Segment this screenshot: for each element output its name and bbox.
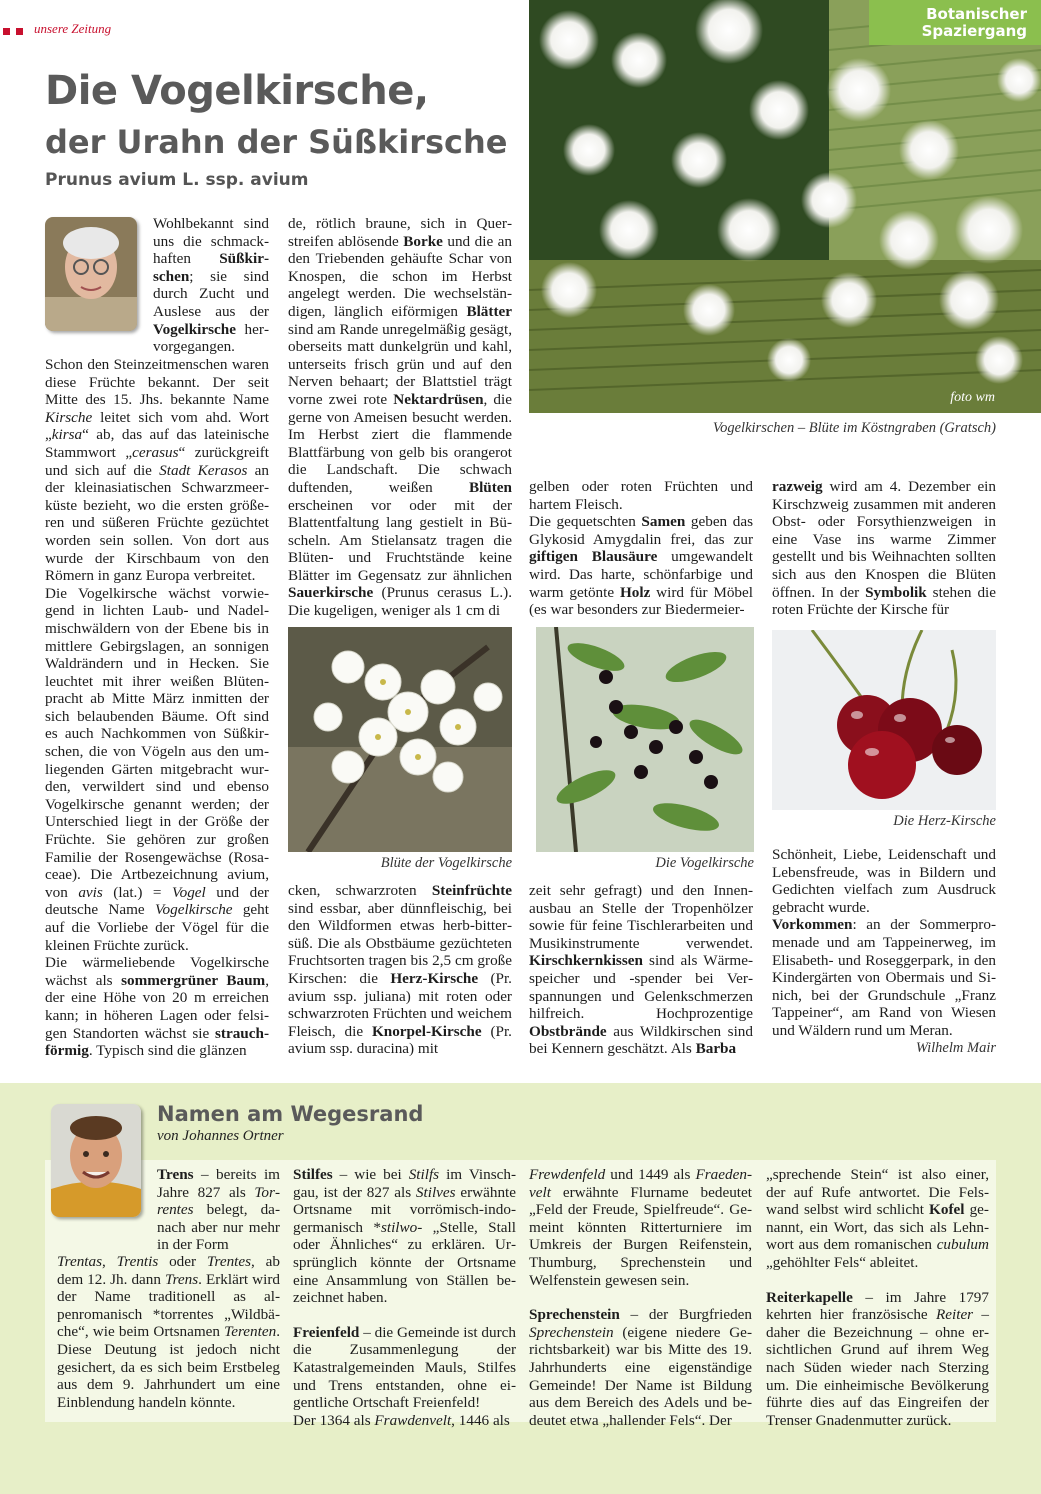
names-column-2: Stilfes – wie bei Stilfs im Vinschgau, ist der 827 als Stilves erwähnte Ortsname mit vorrömisch-indogermanisch *stilwo- „Stelle, Stall oder Ähnliches“ zu erklären. Ursprünglich könnte der Ortsname eine Ansammlung von Ställen bezeichnet haben. Freienfeld – die Gemeinde ist durch die Zusammenlegung der Katastralgemeinden Mauls, Stilfes und Trens entstanden, ohne eigentliche Ortschaft Freienfeld! Der 1364 als Frawdenvelt, 1446 als [293, 1166, 517, 1429]
column-3-continued: zeit sehr gefragt) und den Innenausbau an Stelle der Tropenhölzer sowie für feine Tischlerarbeiten und Musikinstrumente verwendet. Kirschkernkissen sind als Wärmespeicher und -spender bei Verspannungen und Gelenkschmerzen hilfreich. Hochprozentige Obstbrände aus Wildkirschen sind bei Kennern geschätzt. Als Barba [529, 882, 753, 1058]
names-column-3: Frewdenfeld und 1449 als Fraedenvelt erwähnte Flurname bedeutet „Feld der Freude, Spielfreude“. Gemeint könnten Ritterturniere im Umkreis der Burgen Reifenstein, Thumburg, Sprechenstein und Welfenstein gewesen sein. Sprechenstein – der Burgfrieden Sprechenstein (eigene niedere Gerichtsbarkeit) war bis Mitte des 19. Jahrhunderts eine eigenständige Gemeinde! Der Name ist Bildung aus dem Bereich des Adels und bedeutet etwa „hallender Fels“. Der [529, 1166, 752, 1429]
bird-cherry-caption: Die Vogelkirsche [655, 855, 754, 871]
logo-square-icon [3, 28, 10, 35]
names-author: von Johannes Ortner [157, 1128, 284, 1144]
column-2-continued: cken, schwarzroten Steinfrüchte sind essbar, aber dünnfleischig, bei den Wildformen etwas herb-bittersüß. Die als Obstbäume gezüchteten Fruchtsorten tragen bis 2,5 cm große Kirschen: die Herz-Kirsche (Pr. avium ssp. juliana) mit roten oder schwarzroten Früchten und weichem Fleisch, die Knorpel-Kirsche (Pr. avium ssp. duracina) mit [288, 882, 512, 1058]
hero-caption: Vogelkirschen – Blüte im Köstngraben (Gratsch) [712, 420, 996, 436]
article-subtitle: der Urahn der Süßkirsche [45, 123, 508, 161]
logo-square-icon [16, 28, 23, 35]
latin-name: Prunus avium L. ssp. avium [45, 170, 309, 190]
column-2-text: de, rötlich braune, sich in Querstreifen ablösende Borke und die an den Triebenden gehäufte Schar von Knospen, die schon im Herbst angelegt werden. Die wechselständigen, länglich eiförmigen Blätter sind am Rande unregelmäßig gesägt, oberseits matt dunkelgrün und kahl, unterseits frisch grün und auf den Nerven behaart; der Blattstiel trägt vorne zwei rote Nektardrüsen, die gerne von Ameisen besucht werden. Im Herbst ziert die flammende Blattfärbung von gelb bis orangerot die Landschaft. Die schwach duftenden, weißen Blüten erscheinen vor oder mit der Blattentfaltung lang gestielt in Büscheln. Am Stielansatz tragen die Blüten- und Fruchtstände keine Blätter im Gegensatz zur ähnlichen Sauerkirsche (Prunus cerasus L.). Die kugeligen, weniger als 1 cm di [288, 215, 512, 620]
heart-cherry-caption: Die Herz-Kirsche [893, 813, 996, 829]
column-4-continued: Schönheit, Liebe, Leidenschaft und Lebensfreude, was in Bildern und Gedichten vielfach zum Ausdruck gebracht wurde. Vorkommen: an der Sommerpromenade und am Tappeinerweg, im Elisabeth- und Roseggerpark, in den Kindergärten von Obermais und Sinich, bei der Grundschule „Franz Tappeiner“, am Rand von Wiesen und Wäldern rund um Meran. [772, 846, 996, 1039]
column-3-text: gelben oder roten Früchten und hartem Fleisch. Die gequetschten Samen geben das Glykosid Amygdalin frei, das zur giftigen Blausäure umgewandelt wird. Das harte, schönfarbige und warm getönte Holz wird für Möbel (es war besonders zur Biedermeier- [529, 478, 753, 619]
bird-cherry-photo [536, 627, 754, 852]
badge-line: Botanischer [926, 5, 1027, 23]
badge-line: Spaziergang [921, 22, 1027, 40]
blossom-photo [288, 627, 512, 852]
author-portrait-icon [45, 217, 137, 331]
names-column-1: Trentas, Trentis oder Trentes, ab dem 12. Jh. dann Trens. Erklärt wird der Name traditionell as alpenromanisch *torrentes „Wildbäche“, wie beim Ortsnamen Terenten. Diese Deutung ist jedoch nicht gesichert, da es sich beim Erstbeleg aus dem 9. Jahrhundert um eine Einblendung handeln könnte. [57, 1253, 280, 1411]
author-name: Wilhelm Mair [915, 1040, 996, 1056]
column-4-text: razweig wird am 4. Dezember ein Kirschzweig zusammen mit anderen Obst- oder Forsythienzweigen in eine Vase ins warme Zimmer gestellt und bis Weihnachten sollten sich aus den Knospen die Blüten öffnen. In der Symbolik stehen die roten Früchte der Kirsche für [772, 478, 996, 619]
magazine-logo: unsere Zeitung [34, 21, 112, 36]
column-1-text: Schon den Steinzeitmenschen waren diese Früchte bekannt. Der seit Mitte des 15. Jhs. bekannte Name Kirsche leitet sich vom ahd. Wort „kirsa“ ab, das auf das lateinische Stammwort „cerasus“ zurückgreift und sich auf die Stadt Kerasos an der kleinasiatischen Schwarzmeerküste bezieht, wo die ersten größeren und süßeren Früchte gezüchtet worden sein sollen. Von dort aus wurde der Kirschbaum von den Römern in ganz Europa verbreitet. Die Vogelkirsche wächst vorwiegend in lichten Laub- und Nadelmischwäldern von der Ebene bis in mittlere Gebirgslagen, an sonnigen Waldrändern und in Hecken. Sie leuchtet mit ihrer weißen Blütenpracht ab Mitte März inmitten der sich belaubenden Bäume. Oft sind es auch Nachkommen von Süßkirschen, die von Vögeln aus den umliegenden Gärten mitgebracht wurden, verwildert sind und ebenso Vogelkirsche genannt werden; der Unterschied liegt in der Größe der Früchte. Sie gehören zur großen Familie der Rosengewächse (Rosaceae). Die Artbezeichnung avium, von avis (lat.) = Vogel und der deutsche Name Vogelkirsche geht auf die Vorliebe der Vögel für die kleinen Früchte zurück. Die wärmeliebende Vogelkirsche wächst als sommergrüner Baum, der eine Höhe von 20 m erreichen kann; in höheren Lagen oder felsigen Standorten wächst sie strauchförmig. Typisch sind die glänzen [45, 356, 270, 1060]
section-badge [869, 0, 1041, 45]
blossom-caption: Blüte der Vogelkirsche [380, 855, 512, 871]
names-column-4: „sprechende Stein“ ist also einer, der auf Rufe antwortet. Die Felswand selbst wird schlicht Kofel genannt, ein Wort, das sich als Lehnwort aus dem romanischen cubulum „gehöhlter Fels“ ableitet. Reiterkapelle – im Jahre 1797 kehrten hier französische Reiter – daher die Bezeichnung – ohne ersichtlichen Grund auf ihrem Weg nach Süden wieder nach Sterzing um. Die einheimische Bevölkerung führte dies auf das Eingreifen der Trenser Gnadenmutter zurück. [766, 1166, 989, 1429]
hero-photo [529, 0, 1041, 413]
trens-intro: Trens – bereits im Jahre 827 als Torrentes belegt, danach aber nur mehr in der Form [157, 1166, 280, 1254]
article-title: Die Vogelkirsche, [45, 68, 429, 114]
heart-cherry-photo [772, 630, 996, 810]
ortner-portrait-icon [51, 1104, 141, 1217]
photo-credit: foto wm [950, 390, 995, 405]
names-title: Namen am Wegesrand [157, 1102, 424, 1126]
intro-text: Wohlbekannt sind uns die schmackhaften Süßkirschen; sie sind durch Zucht und Auslese aus der Vogelkirsche hervorgegangen. [153, 215, 269, 356]
